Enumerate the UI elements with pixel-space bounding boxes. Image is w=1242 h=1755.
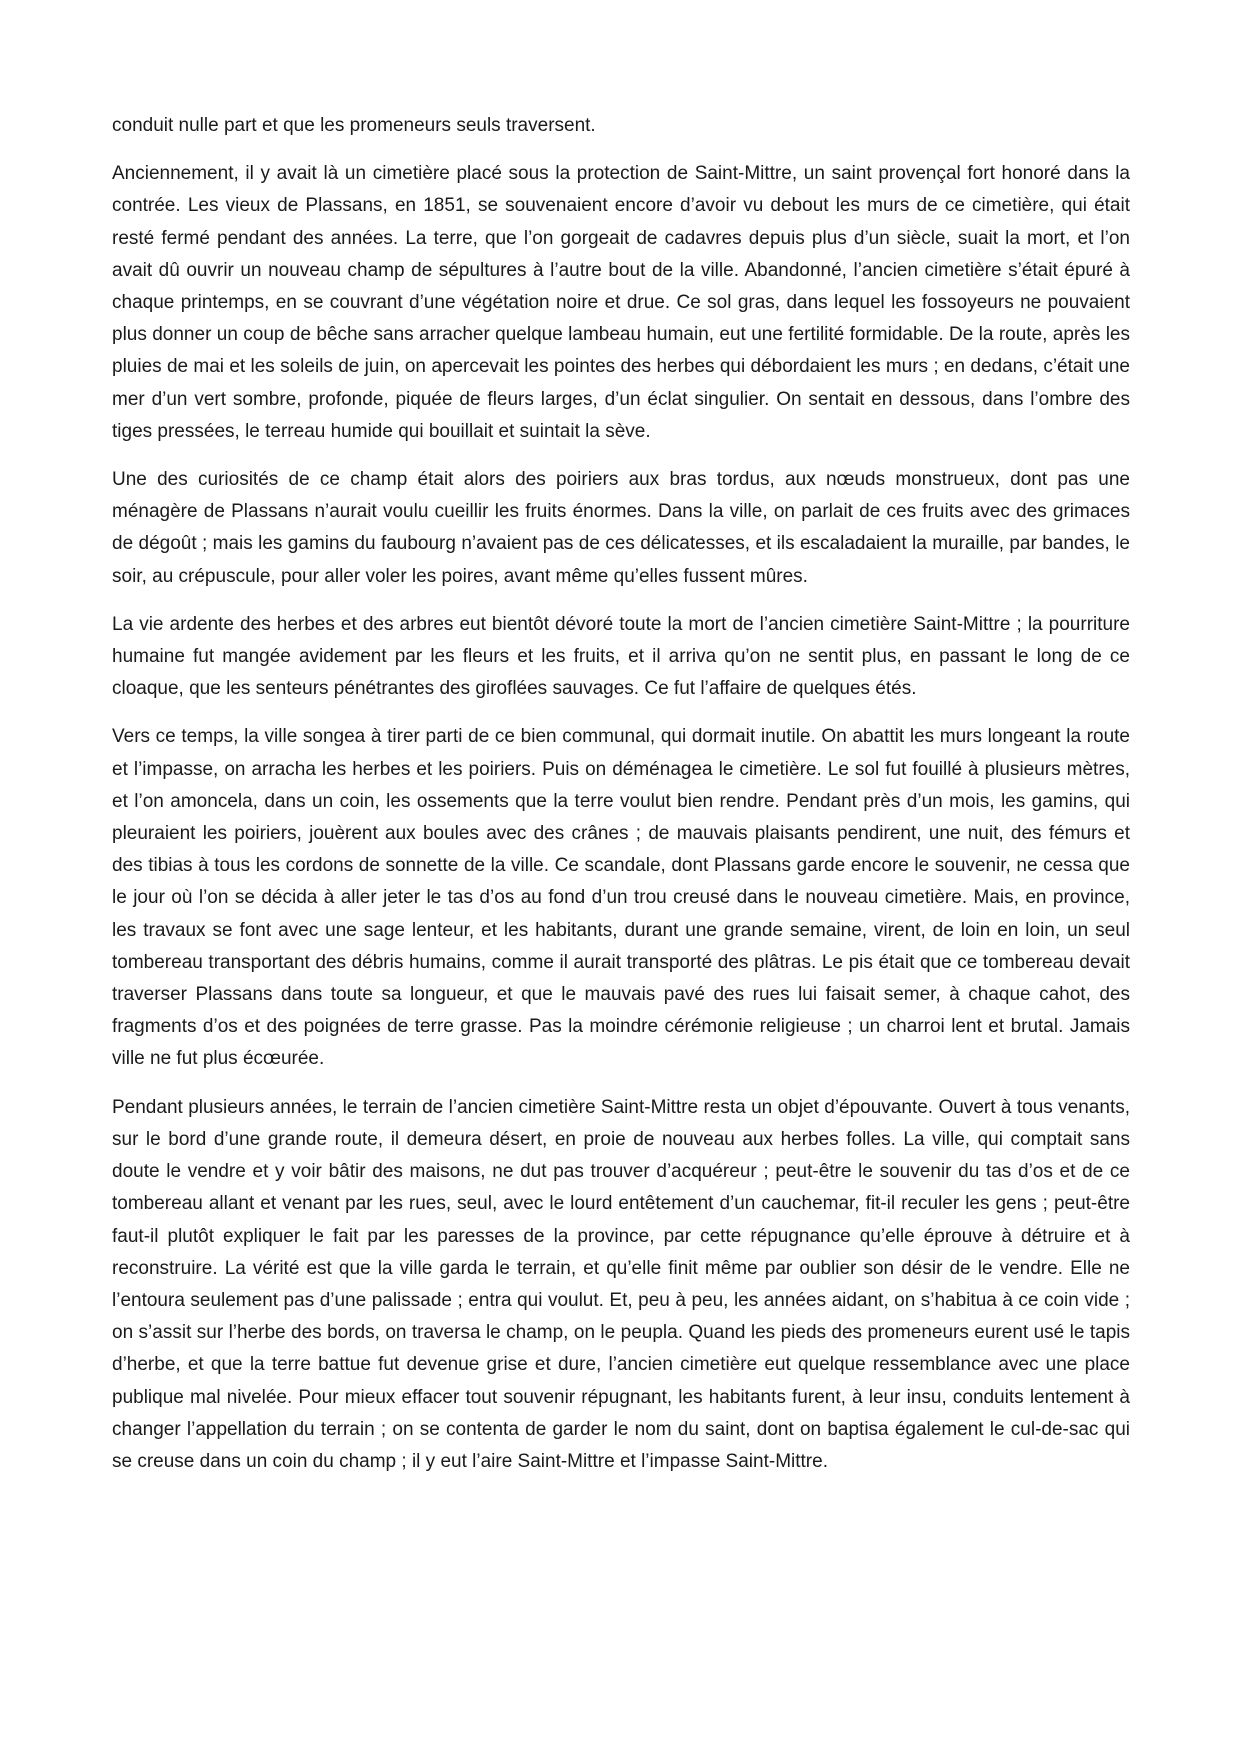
paragraph-6: Pendant plusieurs années, le terrain de l’ancien cimetière Saint-Mittre resta un objet d’épouvante. Ouvert à tous venants, sur le bord d’une grande route, il demeura désert, en proie de nouveau aux herbes folles. La ville, qui comptait sans doute le vendre et y voir bâtir des maisons, ne dut pas trouver d’acquéreur ; peut-être le souvenir du tas d’os et de ce tombereau allant et venant par les rues, seul, avec le lourd entêtement d’un cauchemar, fit-il reculer les gens ; peut-être faut-il plutôt expliquer le fait par les paresses de la province, par cette répugnance qu’elle éprouve à détruire et à reconstruire. La vérité est que la ville garda le terrain, et qu’elle finit même par oublier son désir de le vendre. Elle ne l’entoura seulement pas d’une palissade ; entra qui voulut. Et, peu à peu, les années aidant, on s’habitua à ce coin vide ; on s’assit sur l’herbe des bords, on traversa le champ, on le peupla. Quand les pieds des promeneurs eurent usé le tapis d’herbe, et que la terre battue fut devenue grise et dure, l’ancien cimetière eut quelque ressemblance avec une place publique mal nivelée. Pour mieux effacer tout souvenir répugnant, les habitants furent, à leur insu, conduits lentement à changer l’appellation du terrain ; on se contenta de garder le nom du saint, dont on baptisa également le cul-de-sac qui se creuse dans un coin du champ ; il y eut l’aire Saint-Mittre et l’impasse Saint-Mittre. [112, 1096, 1130, 1472]
paragraph-4: La vie ardente des herbes et des arbres eut bientôt dévoré toute la mort de l’ancien cimetière Saint-Mittre ; la pourriture humaine fut mangée avidement par les fleurs et les fruits, et il arriva qu’on ne sentit plus, en passant le long de ce cloaque, que les senteurs pénétrantes des giroflées sauvages. Ce fut l’affaire de quelques étés. [112, 613, 1130, 700]
document-page [112, 110, 1130, 1494]
paragraph-2: Anciennement, il y avait là un cimetière placé sous la protection de Saint-Mittre, un saint provençal fort honoré dans la contrée. Les vieux de Plassans, en 1851, se souvenaient encore d’avoir vu debout les murs de ce cimetière, qui était resté fermé pendant des années. La terre, que l’on gorgeait de cadavres depuis plus d’un siècle, suait la mort, et l’on avait dû ouvrir un nouveau champ de sépultures à l’autre bout de la ville. Abandonné, l’ancien cimetière s’était épuré à chaque printemps, en se couvrant d’une végétation noire et drue. Ce sol gras, dans lequel les fossoyeurs ne pouvaient plus donner un coup de bêche sans arracher quelque lambeau humain, eut une fertilité formidable. De la route, après les pluies de mai et les soleils de juin, on apercevait les pointes des herbes qui débordaient les murs ; en dedans, c’était une mer d’un vert sombre, profonde, piquée de fleurs larges, d’un éclat singulier. On sentait en dessous, dans l’ombre des tiges pressées, le terreau humide qui bouillait et suintait la sève. [112, 163, 1130, 442]
paragraph-5: Vers ce temps, la ville songea à tirer parti de ce bien communal, qui dormait inutile. On abattit les murs longeant la route et l’impasse, on arracha les herbes et les poiriers. Puis on déménagea le cimetière. Le sol fut fouillé à plusieurs mètres, et l’on amoncela, dans un coin, les ossements que la terre voulut bien rendre. Pendant près d’un mois, les gamins, qui pleuraient les poiriers, jouèrent aux boules avec des crânes ; de mauvais plaisants pendirent, une nuit, des fémurs et des tibias à tous les cordons de sonnette de la ville. Ce scandale, dont Plassans garde encore le souvenir, ne cessa que le jour où l’on se décida à aller jeter le tas d’os au fond d’un trou creusé dans le nouveau cimetière. Mais, en province, les travaux se font avec une sage lenteur, et les habitants, durant une grande semaine, virent, de loin en loin, un seul tombereau transportant des débris humains, comme il aurait transporté des plâtras. Le pis était que ce tombereau devait traverser Plassans dans toute sa longueur, et que le mauvais pavé des rues lui faisait semer, à chaque cahot, des fragments d’os et des poignées de terre grasse. Pas la moindre cérémonie religieuse ; un charroi lent et brutal. Jamais ville ne fut plus écœurée. [112, 726, 1130, 1070]
paragraph-3: Une des curiosités de ce champ était alors des poiriers aux bras tordus, aux nœuds monstrueux, dont pas une ménagère de Plassans n’aurait voulu cueillir les fruits énormes. Dans la ville, on parlait de ces fruits avec des grimaces de dégoût ; mais les gamins du faubourg n’avaient pas de ces délicatesses, et ils escaladaient la muraille, par bandes, le soir, au crépuscule, pour aller voler les poires, avant même qu’elles fussent mûres. [112, 469, 1130, 587]
paragraph-1: conduit nulle part et que les promeneurs seuls traversent. [112, 115, 596, 136]
